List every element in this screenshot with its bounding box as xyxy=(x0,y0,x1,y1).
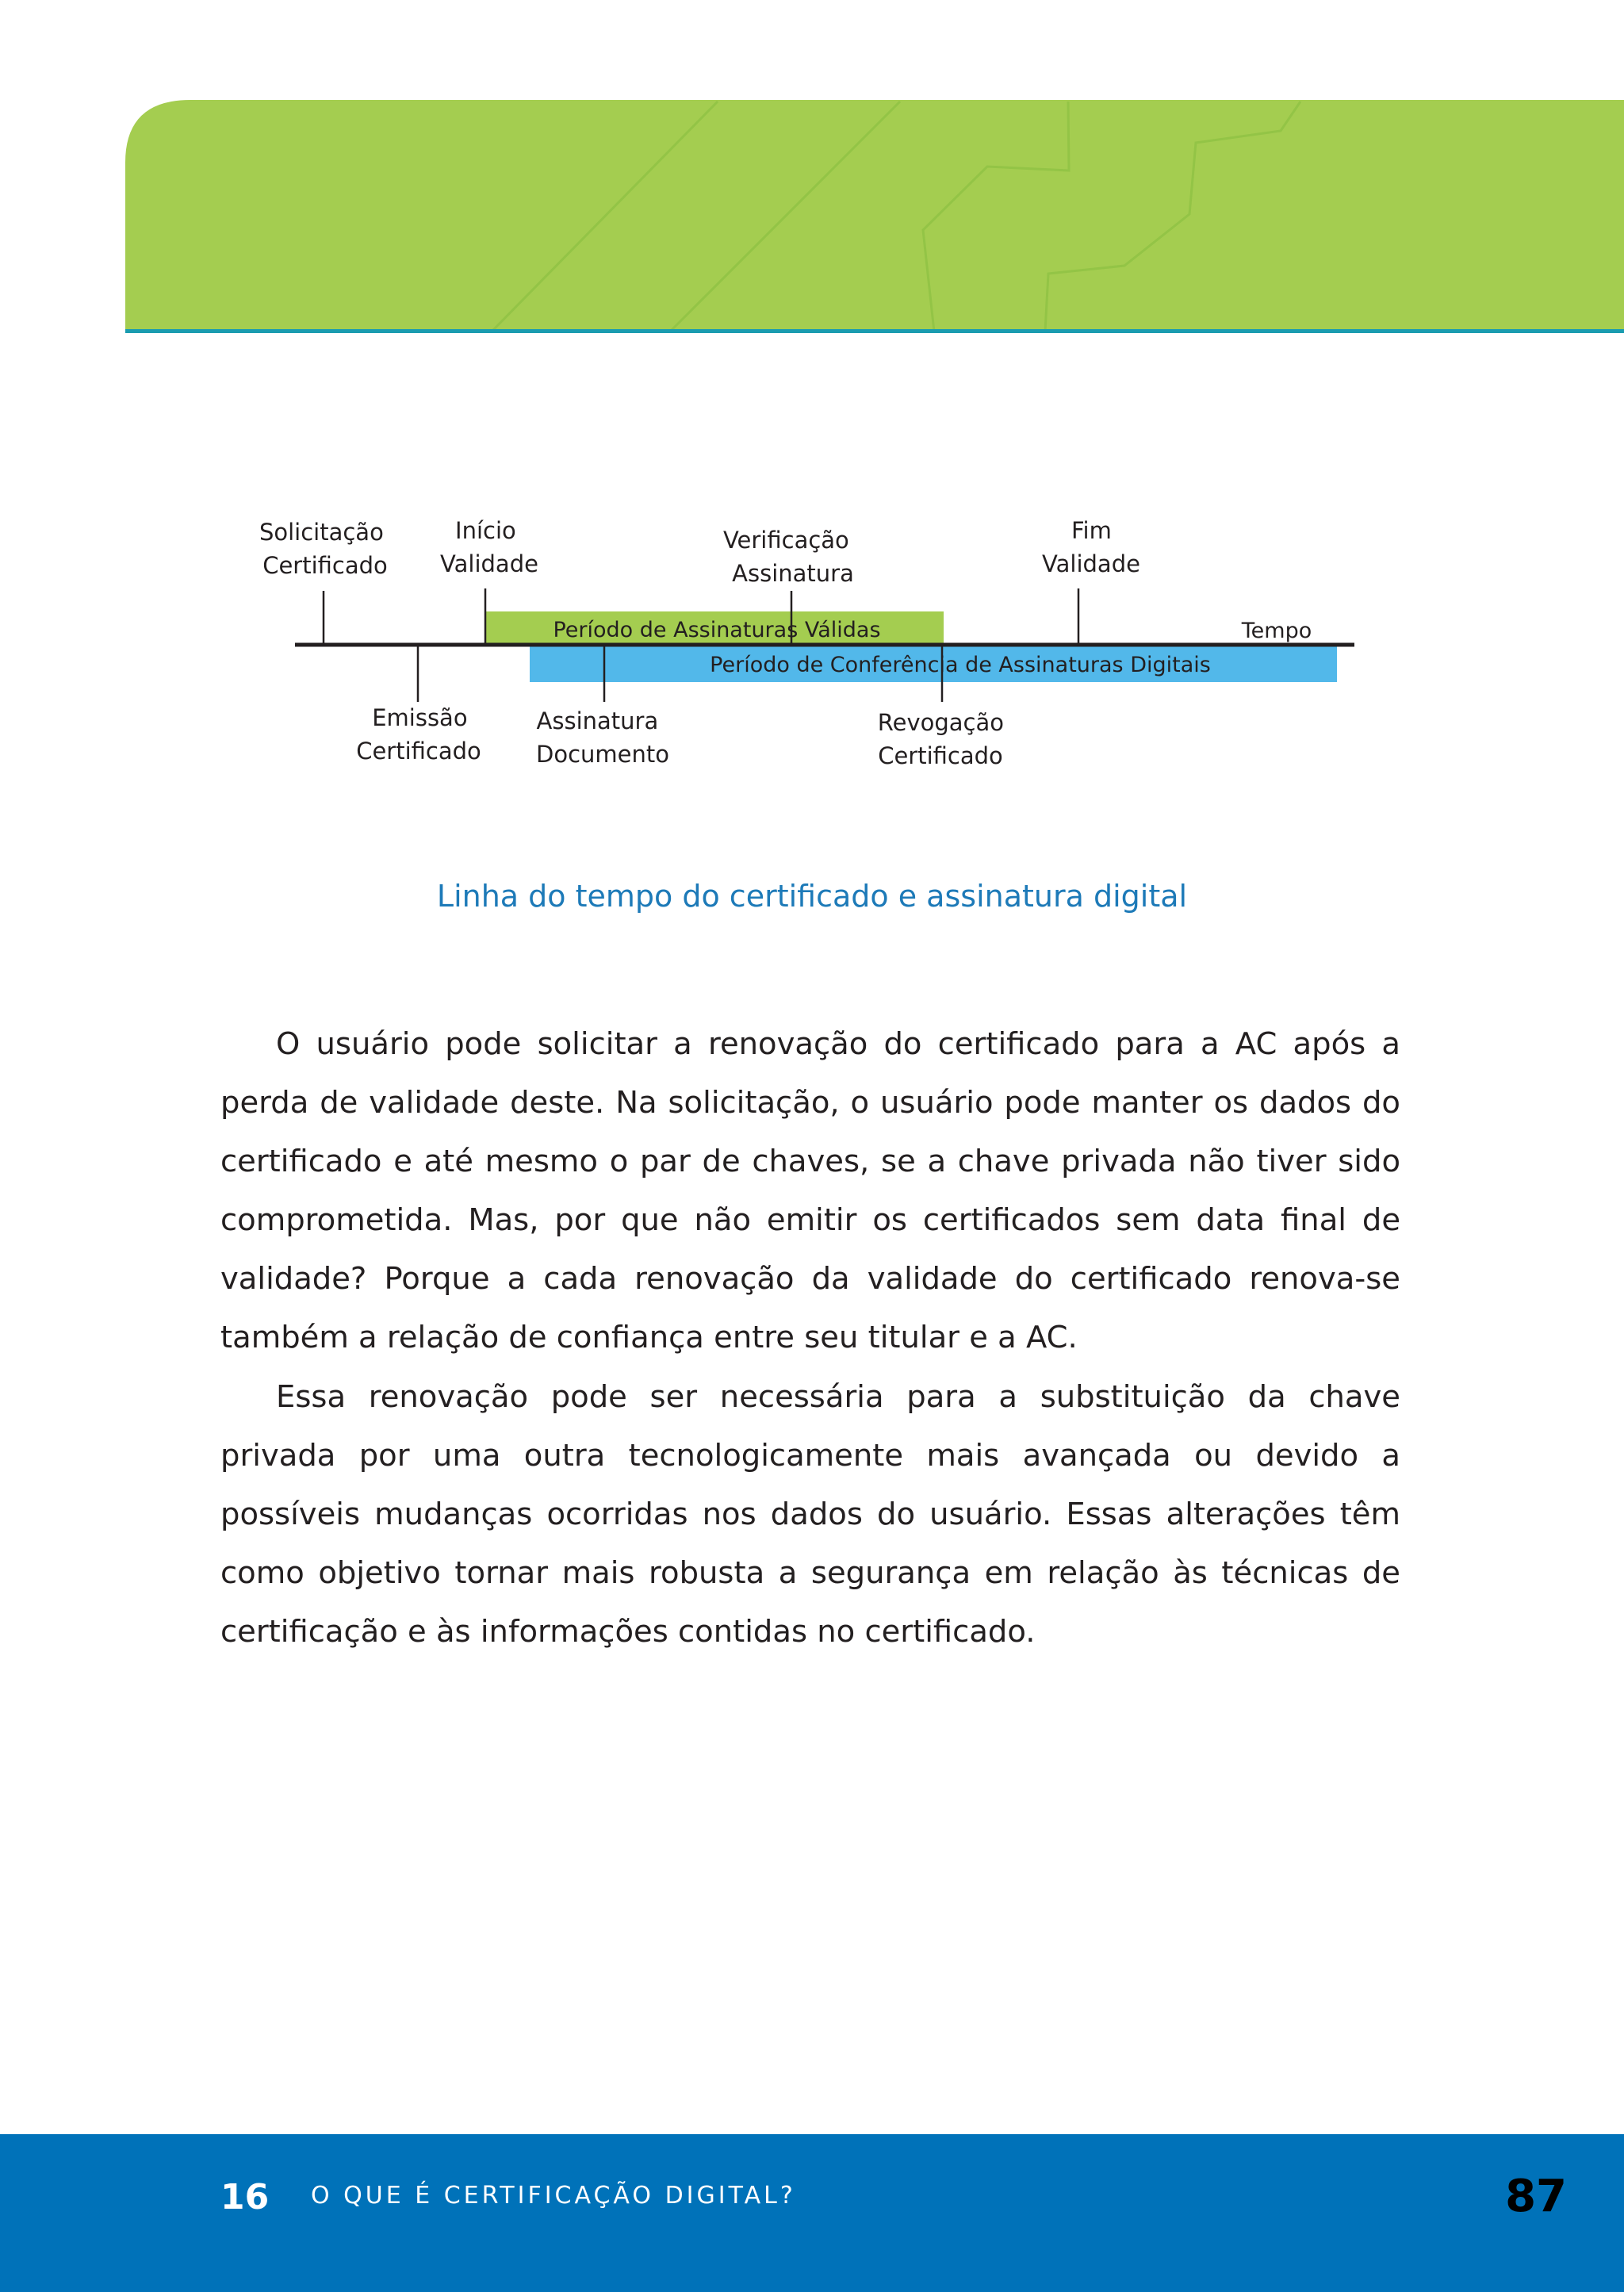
header-bottom-line xyxy=(125,329,1624,333)
body-paragraph-2: Essa renovação pode ser necessária para a substituição da chave privada por uma outra tecnologicamente mais avançada ou devido a possíveis mudanças ocorridas nos dados do usuário. Essas alterações têm como objetivo tornar mais robusta a segurança em relação às técnicas de certificação e às informações contidas no certificado. xyxy=(220,1379,1400,1650)
chapter-title: O QUE É CERTIFICAÇÃO DIGITAL? xyxy=(311,2182,796,2210)
label-signing: Assinatura Documento xyxy=(536,707,669,768)
page-number: 87 xyxy=(1505,2171,1567,2222)
header-band xyxy=(0,0,1624,341)
valid-signatures-period-label: Período de Assinaturas Válidas xyxy=(553,618,881,642)
chapter-number: 16 xyxy=(220,2177,270,2217)
label-request: Solicitação Certificado xyxy=(259,519,388,579)
label-validity-start: Início Validade xyxy=(440,517,538,577)
label-issuance: Emissão Certificado xyxy=(356,704,481,765)
page-footer xyxy=(0,2134,1624,2292)
figure-caption: Linha do tempo do certificado e assinatura digital xyxy=(436,879,1188,914)
header-green-shape xyxy=(125,100,1624,333)
body-paragraph-1: O usuário pode solicitar a renovação do certificado para a AC após a perda de validade deste. Na solicitação, o usuário pode manter os dados do certificado e até mesmo o par de chaves, se a chave privada não tiver sido comprometida. Mas, por que não emitir os certificados sem data final de validade? Porque a cada renovação da validade do certificado renova-se também a relação de confiança entre seu titular e a AC. xyxy=(220,1026,1400,1355)
certificate-timeline-diagram xyxy=(0,476,1624,809)
verification-period-label: Período de Conferência de Assinaturas Digitais xyxy=(710,653,1211,677)
label-validity-end: Fim Validade xyxy=(1042,517,1140,577)
time-axis-label: Tempo xyxy=(1241,619,1312,643)
label-revocation: Revogação Certificado xyxy=(877,709,1005,769)
label-verification: Verificação Assinatura xyxy=(722,527,854,587)
